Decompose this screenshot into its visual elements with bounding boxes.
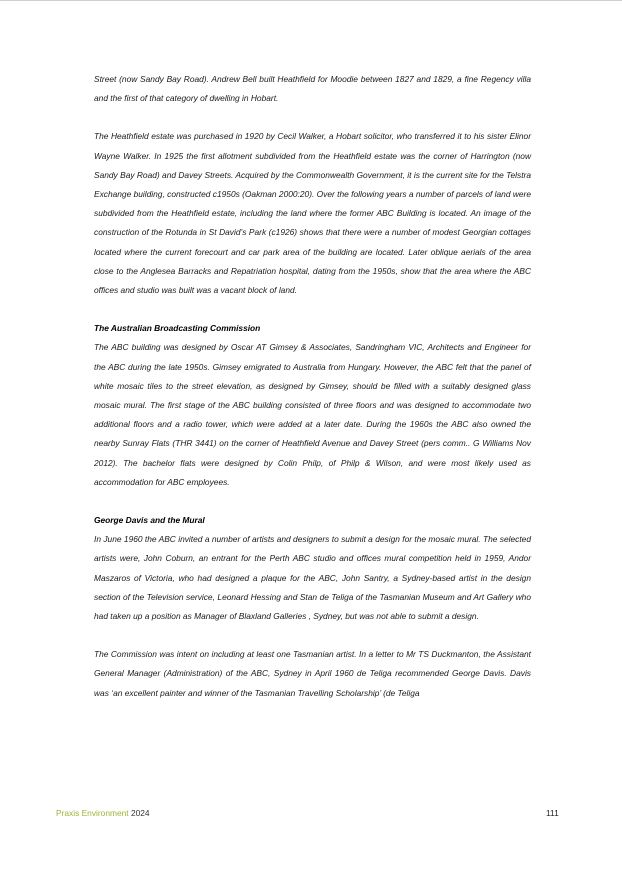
section-heading-abc: The Australian Broadcasting Commission	[94, 323, 261, 334]
paragraph-abc-building: The ABC building was designed by Oscar AT Gimsey & Associates, Sandringham VIC, Architects and Engineer for the ABC during the late 1950s. Gimsey emigrated to Australia from Hungary. However, the ABC felt that the panel of white mosaic tiles to the street elevation, as designed by Gimsey, should be filled with a suitably designed glass mosaic mural. The first stage of the ABC building consisted of three floors and was designed to accommodate two additional floors and a radio tower, which were added at a later date. During the 1960s the ABC also owned the nearby Sunray Flats (THR 3441) on the corner of Heathfield Avenue and Davey Street (pers comm.. G Williams Nov 2012). The bachelor flats were designed by Colin Philp, of Philp & Wilson, and were most likely used as accommodation for ABC employees.	[94, 342, 531, 487]
paragraph-heathfield-estate: The Heathfield estate was purchased in 1920 by Cecil Walker, a Hobart solicitor, who transferred it to his sister Elinor Wayne Walker. In 1925 the first allotment subdivided from the Heathfield estate was the corner of Harrington (now Sandy Bay Road) and Davey Streets. Acquired by the Commonwealth Government, it is the current site for the Telstra Exchange building, constructed c1950s (Oakman 2000:20). Over the following years a number of parcels of land were subdivided from the Heathfield estate, including the land where the former ABC Building is located. An image of the construction of the Rotunda in St David’s Park (c1926) shows that there were a number of modest Georgian cottages located where the current forecourt and car park area of the building are located. Later oblique aerials of the area close to the Anglesea Barracks and Repatriation hospital, dating from the 1950s, show that the area where the ABC offices and studio was built was a vacant block of land.	[94, 131, 531, 296]
paragraph-gap	[94, 492, 531, 511]
footer-year: 2024	[130, 808, 150, 818]
footer-branding	[56, 806, 150, 820]
footer-brand: Praxis Environment	[56, 808, 129, 818]
paragraph-tasmanian-artist: The Commission was intent on including at least one Tasmanian artist. In a letter to Mr TS Duckmanton, the Assistant General Manager (Administration) of the ABC, Sydney in April 1960 de Teliga recommended George Davis. Davis was ‘an excellent painter and winner of the Tasmanian Travelling Scholarship’ (de Teliga	[94, 649, 531, 698]
paragraph-heathfield-villa: Street (now Sandy Bay Road). Andrew Bell built Heathfield for Moodie between 1827 and 1829, a fine Regency villa and the first of that category of dwelling in Hobart.	[94, 74, 531, 104]
page-number: 111	[546, 808, 559, 818]
document-body	[94, 70, 531, 703]
paragraph-gap	[94, 300, 531, 319]
top-rule	[0, 0, 622, 1]
paragraph-gap	[94, 108, 531, 127]
paragraph-mural-invitation: In June 1960 the ABC invited a number of artists and designers to submit a design for the mosaic mural. The selected artists were, John Coburn, an entrant for the Perth ABC studio and offices mural competition held in 1959, Andor Maszaros of Victoria, who had designed a plaque for the ABC, John Santry, a Sydney-based artist in the design section of the Television service, Leonard Hessing and Stan de Teliga of the Tasmanian Museum and Art Gallery who had taken up a position as Manager of Blaxland Galleries , Sydney, but was not able to submit a design.	[94, 534, 531, 622]
paragraph-gap	[94, 626, 531, 645]
section-heading-mural: George Davis and the Mural	[94, 515, 205, 526]
